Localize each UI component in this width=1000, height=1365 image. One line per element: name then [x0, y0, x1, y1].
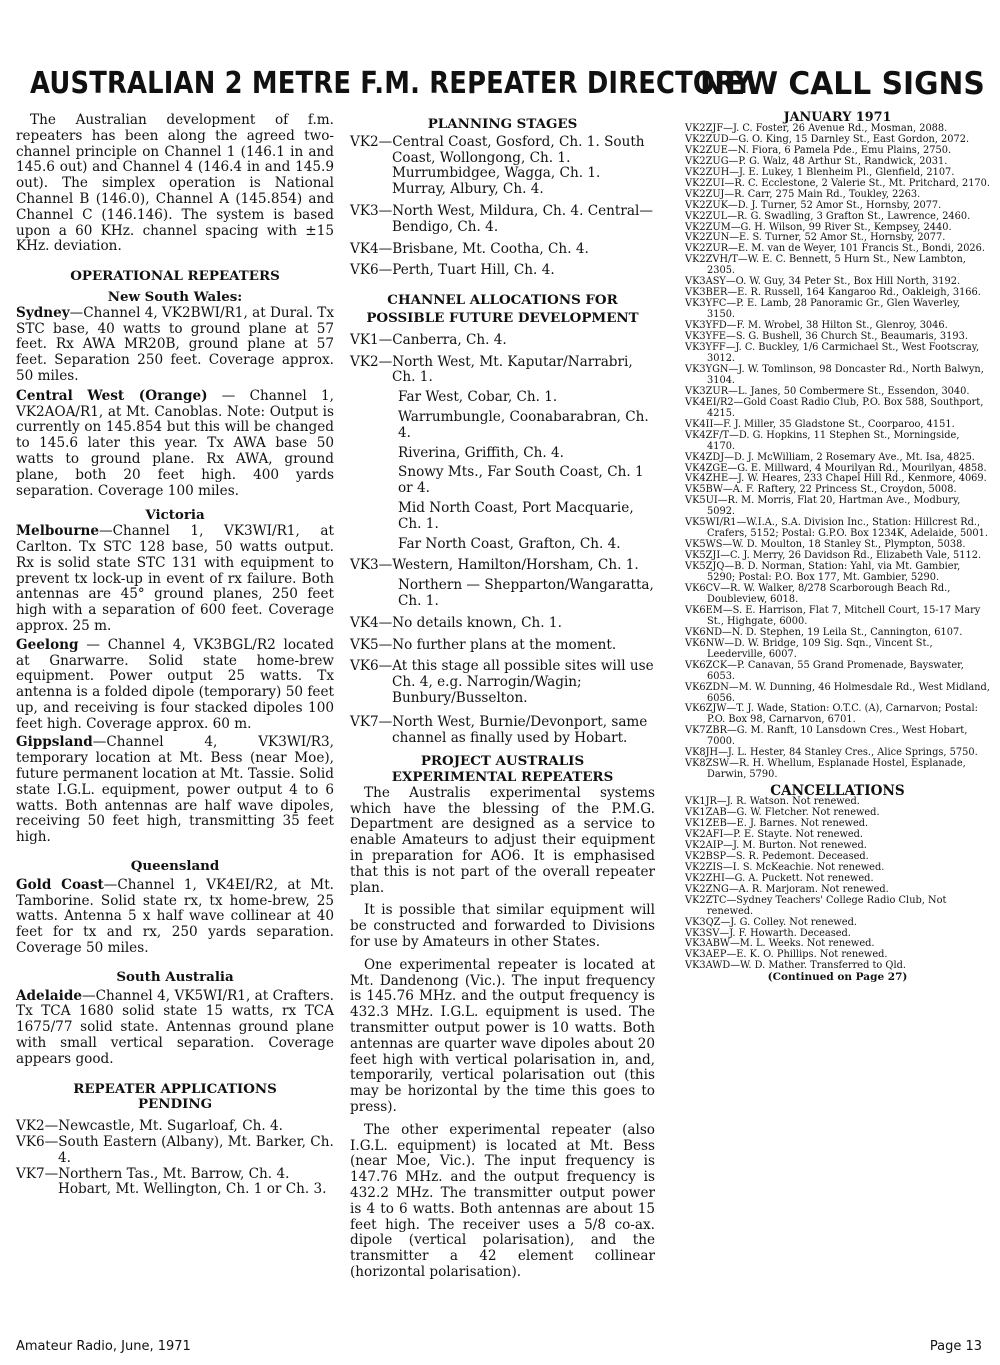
callsign-entry: VK8JH—J. L. Hester, 84 Stanley Cres., Alice Springs, 5750. [685, 747, 978, 759]
callsign-entry: VK6ZCK—P. Canavan, 55 Grand Promenade, Bayswater, 6053. [685, 659, 964, 682]
footer-publication: Amateur Radio, June, 1971 [16, 1339, 191, 1354]
cancellation-entry: VK2ZNG—A. R. Marjoram. Not renewed. [685, 883, 889, 895]
cancellation-entry: VK3QZ—J. G. Colley. Not renewed. [685, 916, 857, 928]
cancellation-entry: VK1ZEB—E. J. Barnes. Not renewed. [685, 818, 869, 829]
future-subitem: Riverina, Griffith, Ch. 4. [398, 444, 564, 461]
operational-heading: OPERATIONAL REPEATERS [70, 268, 280, 285]
cancellations-heading: CANCELLATIONS [770, 783, 905, 800]
callsign-entry: VK6ZJW—T. J. Wade, Station: O.T.C. (A), Carnarvon; Postal: P.O. Box 98, Carnarvon, 6701. [685, 703, 978, 726]
cancellation-entry: VK2ZTC—Sydney Teachers' College Radio Club, Not renewed. [685, 894, 947, 917]
cancellation-entry: VK2BSP—S. R. Pedemont. Deceased. [685, 850, 869, 862]
callsign-entry: VK4ZF/T—D. G. Hopkins, 11 Stephen St., Morningside, 4170. [685, 429, 960, 452]
callsign-entry: VK8ZSW—R. H. Whellum, Esplanade Hostel, Esplanade, Darwin, 5790. [685, 758, 966, 781]
callsign-entry: VK3YFD—F. M. Wrobel, 38 Hilton St., Glenroy, 3046. [685, 320, 948, 332]
repeater-place: Gippsland [16, 734, 93, 751]
callsign-entry: VK3BER—E. R. Russell, 164 Kangaroo Rd., Oakleigh, 3166. [685, 287, 981, 299]
repeater-place: Central West (Orange) [16, 387, 208, 404]
project-heading-line2: EXPERIMENTAL REPEATERS [391, 769, 614, 786]
callsign-entry: VK2ZUK—D. J. Turner, 52 Amor St., Hornsby, 2077. [685, 199, 942, 211]
callsign-entry: VK3ASY—O. W. Guy, 34 Peter St., Box Hill North, 3192. [685, 276, 961, 288]
callsign-entry: VK2ZUN—E. S. Turner, 52 Amor St., Hornsby, 2077. [685, 232, 946, 244]
planning-heading: PLANNING STAGES [427, 116, 578, 132]
callsign-entry: VK3YFE—S. G. Bushell, 36 Church St., Beaumaris, 3193. [685, 331, 968, 343]
column-middle [350, 113, 655, 1281]
cancellation-entry: VK2AIP—J. M. Burton. Not renewed. [685, 839, 867, 851]
callsign-entry: VK4ZDJ—D. J. McWilliam, 2 Rosemary Ave., Mt. Isa, 4825. [685, 451, 975, 463]
callsign-entry: VK6EM—S. E. Harrison, Flat 7, Mitchell Court, 15-17 Mary St., Highgate, 6000. [685, 604, 981, 627]
callsign-entry: VK2ZUD—G. O. King, 15 Darnley St., East Gordon, 2072. [685, 133, 970, 145]
callsign-entry: VK6ZDN—M. W. Dunning, 46 Holmesdale Rd., West Midland, 6056. [685, 681, 990, 704]
callsign-entry: VK6ND—N. D. Stephen, 19 Leila St., Cannington, 6107. [685, 626, 963, 638]
callsign-entry: VK3YFC—P. E. Lamb, 28 Panoramic Gr., Glen Waverley, 3150. [685, 298, 961, 321]
project-heading-line1: PROJECT AUSTRALIS [420, 753, 585, 770]
repeater-entry: Adelaide—Channel 4, VK5WI/R1, at Crafters. Tx TCA 1680 solid state 15 watts, rx TCA 1675/77 solid state. Antennas ground plane with small vertical separation. Coverage appears good. [16, 987, 334, 1067]
callsign-entry: VK3ZUR—L. Janes, 50 Combermere St., Essendon, 3040. [685, 385, 970, 397]
planning-item: VK3—North West, Mildura, Ch. 4. Central—Bendigo, Ch. 4. [350, 202, 653, 235]
footer-page-number: Page 13 [929, 1339, 982, 1354]
cancellation-entry: VK2AFI—P. E. Stayte. Not renewed. [685, 828, 864, 840]
repeater-entry: Central West (Orange) — Channel 1, VK2AOA/R1, at Mt. Canoblas. Note: Output is currently on 145.854 but this will be changed to 145.6 later this year. Tx AWA base 50 watts to ground plane. Rx AWA, ground plane, both 20 feet high. 400 yards separation. Coverage 100 miles. [16, 387, 334, 499]
future-subitem: Far North Coast, Grafton, Ch. 4. [398, 535, 621, 552]
future-item: VK4—No details known, Ch. 1. [350, 614, 562, 631]
pending-item: VK2—Newcastle, Mt. Sugarloaf, Ch. 4. [16, 1118, 283, 1135]
callsign-entry: VK7ZBR—G. M. Ranft, 10 Lansdown Cres., West Hobart, 7000. [685, 725, 968, 748]
repeater-entry: Sydney—Channel 4, VK2BWI/R1, at Dural. Tx STC base, 40 watts to ground plane at 57 feet. Rx AWA MR20B, ground plane at 57 feet. Separation 250 feet. Coverage approx. 50 miles. [16, 304, 334, 384]
future-subitem: Warrumbungle, Coonabarabran, Ch. 4. [398, 408, 649, 441]
future-subitem: Mid North Coast, Port Macquarie, Ch. 1. [398, 499, 634, 532]
state-heading: Queensland [130, 858, 220, 875]
callsign-entry: VK5WS—W. D. Moulton, 18 Stanley St., Plympton, 5038. [685, 539, 966, 551]
cancellation-entry: VK1JR—J. R. Watson. Not renewed. [685, 796, 860, 808]
project-paragraph: The Australis experimental systems which have the blessing of the P.M.G. Department are designed as a service to enable Amateurs to adjust their equipment in preparation for AO6. It is emphasised that this is not part of the overall repeater plan. [350, 784, 655, 896]
callsign-entry: VK2ZUR—E. M. van de Weyer, 101 Francis St., Bondi, 2026. [685, 243, 986, 255]
pending-heading: REPEATER APPLICATIONS PENDING [73, 1080, 277, 1113]
repeater-entry: Geelong — Channel 4, VK3BGL/R2 located at Gnarwarre. Solid state home-brew equipment. Power output 25 watts. Tx antenna is a folded dipole (temporary) 50 feet up, and receiving is four stacked dipoles 100 feet high. Coverage approx. 60 m. [16, 636, 334, 732]
repeater-place: Sydney [16, 304, 70, 321]
repeater-place: Gold Coast [16, 876, 104, 893]
callsign-entry: VK2ZUM—G. H. Wilson, 99 River St., Kempsey, 2440. [685, 221, 952, 233]
future-item: VK1—Canberra, Ch. 4. [350, 331, 507, 348]
planning-item: VK4—Brisbane, Mt. Cootha, Ch. 4. [350, 240, 589, 257]
repeater-entry: Melbourne—Channel 1, VK3WI/R1, at Carlton. Tx STC 128 base, 50 watts output. Rx is solid state STC 131 with equipment to prevent tx lock-up in event of rx failure. Both antennas are 45° ground planes, 250 feet high with a separation of 600 feet. Coverage approx. 25 m. [16, 523, 334, 634]
callsign-entry: VK2ZUI—R. C. Ecclestone, 2 Valerie St., Mt. Pritchard, 2170. [685, 177, 991, 189]
column-left [16, 113, 334, 1198]
repeater-place: Geelong [16, 636, 79, 653]
callsign-entry: VK4EI/R2—Gold Coast Radio Club, P.O. Box 588, Southport, 4215. [685, 396, 984, 419]
cancellation-entry: VK3AEP—E. K. O. Phillips. Not renewed. [685, 949, 888, 961]
callsigns-title: NEW CALL SIGNS [700, 66, 985, 102]
callsign-entry: VK5ZJI—C. J. Merry, 26 Davidson Rd., Elizabeth Vale, 5112. [685, 550, 982, 562]
callsign-entry: VK2ZUE—N. Fiora, 6 Pamela Pde., Emu Plains, 2750. [685, 144, 952, 156]
continued-note: (Continued on Page 27) [767, 971, 908, 984]
cancellation-list [685, 797, 990, 972]
future-item: VK5—No further plans at the moment. [350, 636, 617, 653]
project-paragraph: The other experimental repeater (also I.G.L. equipment) is located at Mt. Bess (near Moe, Vic.). The input frequency is 147.76 MHz. and the output frequency is 432.2 MHz. The transmitter output power is 4 to 6 watts. Both antennas are about 15 feet high. The receiver uses a 5/8 co-ax. dipole (vertical polarisation), and the transmitter a 42 element collinear (horizontal polarisation). [350, 1121, 655, 1280]
callsign-entry: VK2ZUH—J. E. Lukey, 1 Blenheim Pl., Glenfield, 2107. [685, 166, 955, 178]
callsign-entry: VK5ZJQ—B. D. Norman, Station: Yahl, via Mt. Gambier, 5290; Postal: P.O. Box 177, Mt. Gambier, 5290. [685, 561, 961, 584]
callsign-list [685, 124, 990, 781]
callsign-entry: VK2ZJF—J. C. Foster, 26 Avenue Rd., Mosman, 2088. [685, 122, 948, 134]
future-heading-line1: CHANNEL ALLOCATIONS FOR [387, 292, 618, 309]
callsign-entry: VK2ZVH/T—W. E. C. Bennett, 5 Hurn St., New Lambton, 2305. [685, 254, 966, 277]
future-heading-line2: POSSIBLE FUTURE DEVELOPMENT [366, 309, 639, 326]
cancellation-entry: VK3ABW—M. L. Weeks. Not renewed. [685, 938, 875, 950]
pending-item: VK7—Northern Tas., Mt. Barrow, Ch. 4. Hobart, Mt. Wellington, Ch. 1 or Ch. 3. [16, 1165, 327, 1198]
planning-item: VK6—Perth, Tuart Hill, Ch. 4. [350, 262, 555, 279]
future-item: VK2—North West, Mt. Kaputar/Narrabri, Ch. 1. [350, 353, 633, 386]
callsign-entry: VK6CV—R. W. Walker, 8/278 Scarborough Beach Rd., Doubleview, 6018. [685, 582, 951, 605]
future-subitem: Snowy Mts., Far South Coast, Ch. 1 or 4. [398, 464, 644, 497]
future-subitem: Far West, Cobar, Ch. 1. [398, 389, 558, 406]
callsign-entry: VK3YFF—J. C. Buckley, 1/6 Carmichael St., West Footscray, 3012. [685, 342, 980, 364]
project-paragraph: It is possible that similar equipment will be constructed and forwarded to Divisions for use by Amateurs in other States. [350, 902, 655, 951]
future-item: VK3—Western, Hamilton/Horsham, Ch. 1. [350, 557, 639, 574]
callsign-entry: VK4ZGE—G. E. Millward, 4 Mourilyan Rd., Mourilyan, 4858. [685, 462, 987, 474]
cancellation-entry: VK2ZIS—I. S. McKeachie. Not renewed. [685, 861, 885, 873]
pending-item: VK6—South Eastern (Albany), Mt. Barker, Ch. 4. [16, 1134, 334, 1166]
repeater-place: Adelaide [16, 987, 82, 1004]
repeater-entry: Gold Coast—Channel 1, VK4EI/R2, at Mt. Tamborine. Solid state rx, tx home-brew, 25 watts. Antenna 5 x half wave collinear at 40 feet for tx and rx, 250 yards separation. Coverage 50 miles. [16, 876, 334, 957]
page-title: AUSTRALIAN 2 METRE F.M. REPEATER DIRECTORY [30, 66, 753, 101]
callsign-entry: VK2ZUJ—R. Carr, 275 Main Rd., Toukley, 2263. [685, 188, 921, 200]
callsign-entry: VK2ZUL—R. G. Swadling, 3 Grafton St., Lawrence, 2460. [685, 210, 971, 222]
callsign-entry: VK5WI/R1—W.I.A., S.A. Division Inc., Station: Hillcrest Rd., Crafers, 5152; Postal: G.P.O. Box 1234K, Adelaide, 5001. [685, 517, 988, 540]
callsigns-month: JANUARY 1971 [783, 110, 892, 125]
state-heading: Victoria [145, 507, 205, 524]
repeater-place: Melbourne [16, 523, 100, 540]
intro-paragraph: The Australian development of f.m. repeaters has been along the agreed two-channel principle on Channel 1 (146.1 in and 145.6 out) and Channel 4 (146.4 in and 145.9 out). The simplex operation is National Channel B (146.0), Channel A (145.854) and Channel C (146.146). The system is based upon a 60 KHz. channel spacing with ±15 KHz. deviation. [16, 112, 334, 255]
cancellation-entry: VK3SV—J. F. Howarth. Deceased. [685, 927, 851, 939]
state-heading: South Australia [116, 968, 234, 985]
cancellation-entry: VK3AWD—W. D. Mather. Transferred to Qld. [685, 960, 906, 972]
cancellation-entry: VK2ZHI—G. A. Puckett. Not renewed. [685, 872, 874, 884]
callsign-entry: VK4II—F. J. Miller, 35 Gladstone St., Coorparoo, 4151. [685, 418, 955, 430]
callsign-entry: VK5UI—R. M. Morris, Flat 20, Hartman Ave., Modbury, 5092. [685, 495, 961, 518]
future-item: VK7—North West, Burnie/Devonport, same channel as finally used by Hobart. [350, 713, 648, 746]
project-paragraph: One experimental repeater is located at Mt. Dandenong (Vic.). The input frequency is 145.76 MHz. and the output frequency is 432.3 MHz. I.G.L. equipment is used. The transmitter output power is 10 watts. Both antennas are quarter wave dipoles about 20 feet high with vertical polarisation in, and, temporarily, vertical polarisation out (this may be horizontal by the time this goes to press). [350, 956, 655, 1116]
state-heading: New South Wales: [107, 288, 243, 305]
callsign-entry: VK2ZUG—P. G. Walz, 48 Arthur St., Randwick, 2031. [685, 155, 948, 167]
future-item: VK6—At this stage all possible sites will use Ch. 4, e.g. Narrogin/Wagin; Bunbury/Busselton. [350, 658, 654, 706]
cancellation-entry: VK1ZAB—G. W. Fletcher. Not renewed. [685, 807, 880, 819]
repeater-entry: Gippsland—Channel 4, VK3WI/R3, temporary location at Mt. Bess (near Moe), future permanent location at Mt. Tassie. Solid state I.G.L. equipment, power output 4 to 6 watts. Both antennas are half wave dipoles, receiving 50 feet high, transmitting 35 feet high. [16, 734, 334, 846]
callsign-entry: VK4ZHE—J. W. Heares, 233 Chapel Hill Rd., Kenmore, 4069. [685, 473, 987, 485]
callsign-entry: VK5BW—A. F. Raftery, 22 Princess St., Croydon, 5008. [685, 484, 957, 496]
column-right [685, 110, 991, 984]
callsign-entry: VK3YGN—J. W. Tomlinson, 98 Doncaster Rd., North Balwyn, 3104. [685, 363, 984, 386]
callsign-entry: VK6NW—D. W. Bridge, 109 Sig. Sqn., Vincent St., Leederville, 6007. [685, 637, 933, 660]
future-subitem: Northern — Shepparton/Wangaratta, Ch. 1. [398, 577, 654, 609]
planning-item: VK2—Central Coast, Gosford, Ch. 1. South Coast, Wollongong, Ch. 1. Murrumbidgee, Wagga, Ch. 1. Murray, Albury, Ch. 4. [350, 133, 645, 198]
